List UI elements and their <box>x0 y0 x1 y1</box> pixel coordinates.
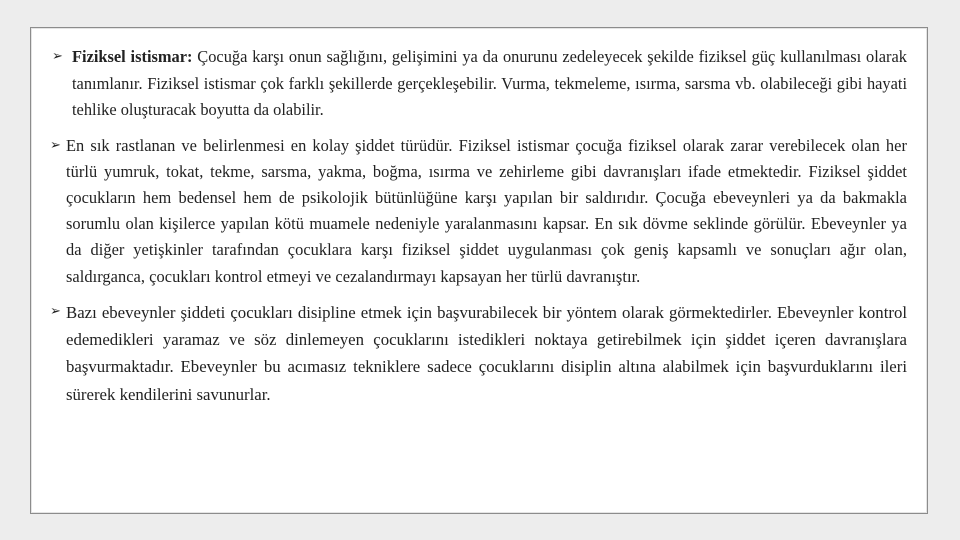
bullet-lead-term: Fiziksel istismar: <box>72 47 193 66</box>
bullet-body: Çocuğa karşı onun sağlığını, gelişimini ya da onurunu zedeleyecek şekilde fiziksel güç kullanılması olarak tanımlanır. Fiziksel istismar çok farklı şekillerde gerçekleşebilir. Vurma, tekmeleme, ısırma, sarsma vb. olabileceği gibi hayati tehlike oluşturacak boyutta da olabilir. <box>72 47 907 119</box>
slide-content <box>50 44 907 408</box>
bullet-physical-abuse-definition <box>50 44 907 124</box>
arrow-bullet-icon: ➢ <box>52 49 63 64</box>
arrow-bullet-icon: ➢ <box>50 303 61 319</box>
bullet-body: Bazı ebeveynler şiddeti çocukları disipline etmek için başvurabilecek bir yöntem olarak görmektedirler. Ebeveynler kontrol edemedikleri yaramaz ve söz dinlemeyen çocuklarını istedikleri noktaya getirebilmek için şiddet içeren davranışlara başvurmaktadır. Ebeveynler bu acımasız tekniklere sadece çocuklarını disiplin altına alabilmek için başvurduklarını ileri sürerek kendilerini savunurlar. <box>66 302 907 404</box>
bullet-body: En sık rastlanan ve belirlenmesi en kolay şiddet türüdür. Fiziksel istismar çocuğa fiziksel olarak zarar verebilecek olan her türlü yumruk, tokat, tekme, sarsma, yakma, boğma, ısırma ve zehirleme gibi davranışları ifade etmektedir. Fiziksel şiddet çocukların hem bedensel hem de psikolojik bütünlüğüne karşı yapılan bir saldırıdır. Çocuğa ebeveynleri ya da bakmakla sorumlu olan kişilerce yapılan kötü muamele nedeniyle yaralanmasını kapsar. En sık dövme seklinde görülür. Ebeveynler ya da diğer yetişkinler tarafından çocuklara karşı fiziksel şiddet uygulanması çok geniş kapsamlı ve sonuçları ağır olan, saldırganca, çocukları kontrol etmeyi ve cezalandırmayı kapsayan her türlü davranıştır. <box>66 135 907 286</box>
bullet-common-violence <box>50 133 907 290</box>
bullet-parents-discipline <box>50 299 907 408</box>
bullet-text <box>66 44 907 124</box>
arrow-bullet-icon: ➢ <box>50 137 61 153</box>
